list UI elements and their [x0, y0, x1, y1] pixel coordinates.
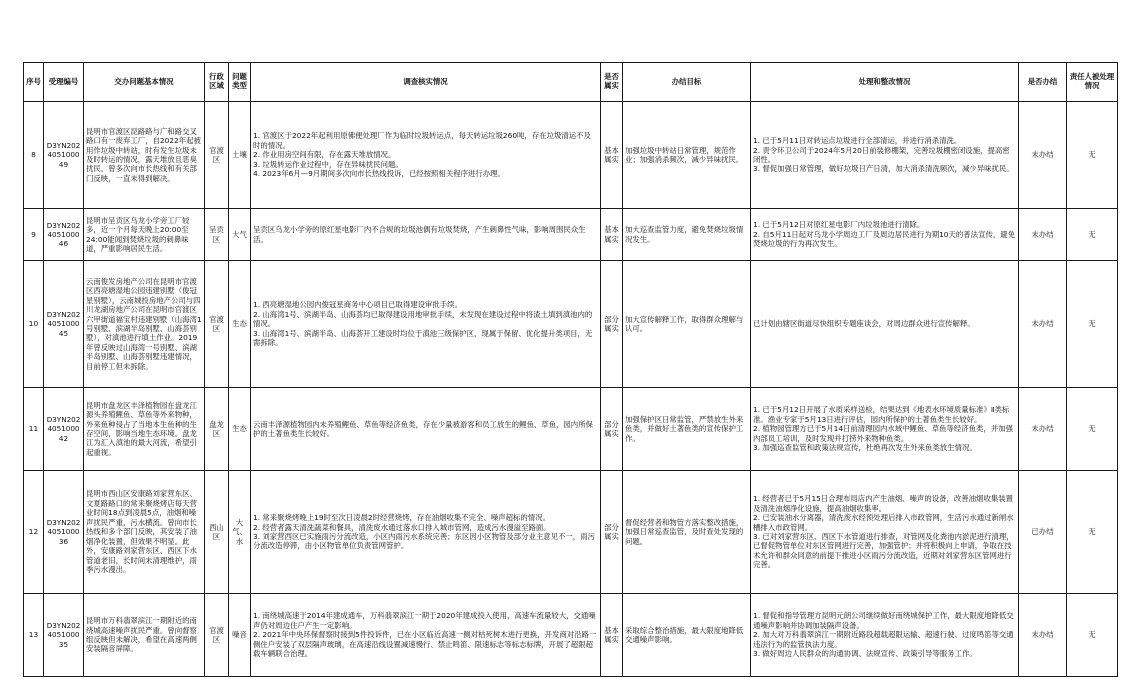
header-cell: 是否属实 [601, 63, 623, 102]
closure-status: 未办结 [1019, 209, 1067, 261]
district: 西山区 [205, 471, 229, 594]
investigation-details: 云南丰泽源植物园内未养殖鲤鱼、草鱼等经济鱼类，存在少量被游客和员工放生的鲤鱼、草鱼，园内所保护的土著鱼类生长较好。 [251, 388, 601, 471]
closure-status: 已办结 [1019, 471, 1067, 594]
handling-details: 1. 已于5月12日对原红星电影厂内垃圾池进行清除。 2. 自5月11日起对乌龙小学周边工厂及周边居民进行为期10天的普法宣传，避免焚烧垃圾的行为再次发生。 [751, 209, 1019, 261]
problem-description: 昆明市万科翡翠滨江一期附近的南绕城高速噪声扰民严重。曾向督察组反映但未解决，希望在高速两侧安装隔音屏障。 [84, 594, 205, 677]
header-cell: 行政区域 [205, 63, 229, 102]
district: 盘龙区 [205, 388, 229, 471]
closure-status: 未办结 [1019, 261, 1067, 388]
problem-type: 生态 [229, 261, 251, 388]
district: 官渡区 [205, 594, 229, 677]
investigation-details: 1. 南绕城高速于2014年建成通车，万科翡翠滨江一期于2020年建成投入使用，高速车流量较大，交通噪声仍对周边住户产生一定影响。 2. 2021年中央环保督察时接到5件投诉件，已在小区临近高速一侧对枯死树木进行更换，开发商对沿路一侧住户安装了双层隔声玻璃，在高速沿线设置减速慢行、禁止鸣笛、限速标志等标志标牌，开展了超限超载车辆联合治理。 [251, 594, 601, 677]
verified-status: 基本属实 [601, 102, 623, 209]
responsible-handling: 无 [1067, 102, 1118, 209]
header-cell: 责任人被处理情况 [1067, 63, 1118, 102]
responsible-handling: 无 [1067, 594, 1118, 677]
header-row [24, 63, 1118, 102]
responsible-handling: 无 [1067, 388, 1118, 471]
verified-status: 部分属实 [601, 388, 623, 471]
closure-status: 未办结 [1019, 594, 1067, 677]
verified-status: 部分属实 [601, 261, 623, 388]
table-row [24, 471, 1118, 594]
row-number: 8 [24, 102, 44, 209]
header-cell: 问题类型 [229, 63, 251, 102]
header-cell: 序号 [24, 63, 44, 102]
header-cell: 受理编号 [44, 63, 84, 102]
problem-type: 大气、水 [229, 471, 251, 594]
case-id: D3YN202405100035 [44, 594, 84, 677]
completion-goal: 督促经营者和物管方落实整改措施，加强日常巡查监管，及时查处发现的问题。 [623, 471, 751, 594]
case-id: D3YN202405100045 [44, 261, 84, 388]
handling-details: 1. 已于5月11日对转运点垃圾进行全部清运，并进行消杀清洗。 2. 责令环卫公司于2024年5月20日前装修棚架，完善垃圾棚密闭设施，提高密闭性。 3. 督促加强日常管理，做好垃圾日产日清，加大消杀清洗频次，减少异味扰民。 [751, 102, 1019, 209]
closure-status: 未办结 [1019, 102, 1067, 209]
problem-type: 大气 [229, 209, 251, 261]
investigation-details: 1. 常来聚烧烤晚上19时至次日凌晨2时经营烧烤，存在油烟收集不完全、噪声超标的情况。 2. 经营者露天清洗蔬菜和餐具，清洗废水通过落水口排入城市管网，造成污水漫溢至路面。 3. 刘家营西区已实施雨污分流改造，小区内雨污水系统完善；东区因小区物管及部分业主意见不一，雨污分流改造停滞，由小区物管单位负责管网管护。 [251, 471, 601, 594]
investigation-details: 1. 官渡区于2022年起利用原佛便处理厂作为临时垃圾转运点，每天转运垃圾260吨，存在垃圾清运不及时的情况。 2. 作业用房空间有限，存在露天堆放情况。 3. 垃圾转运作业过程中，存在异味扰民问题。 4. 2023年6月—9月期间多次向市长热线投诉，已经按照相关程序进行办理。 [251, 102, 601, 209]
verified-status: 基本属实 [601, 594, 623, 677]
completion-goal: 加大宣传解释工作，取得群众理解与认可。 [623, 261, 751, 388]
problem-description: 昆明市呈贡区乌龙小学旁工厂较多，近一个月每天晚上20:00至24:00能闻到焚烧垃圾的刺鼻味道，严重影响居民生活。 [84, 209, 205, 261]
table-row [24, 388, 1118, 471]
header-cell: 处理和整改情况 [751, 63, 1019, 102]
completion-goal: 加强保护区日常监管，严禁放生外来鱼类，并做好土著鱼类的宣传保护工作。 [623, 388, 751, 471]
investigation-details: 呈贡区乌龙小学旁的原红星电影厂内不合规的垃圾池偶有垃圾焚烧，产生刺鼻性气味，影响周围民众生活。 [251, 209, 601, 261]
handling-details: 已计划由辖区街道尽快组织专题座谈会，对周边群众进行宣传解释。 [751, 261, 1019, 388]
investigation-details: 1. 西亮塘湿地公园内俊冠星商务中心项目已取得建设审批手续。 2. 山海湾1号、滨湖半岛、山海荟均已取得建设用地审批手续，未发现在建设过程中将渣土填到滇池内的情况。 3. 山海湾1号、滨湖半岛、山海荟开工建设时均位于滇池三级保护区，现属于保留、优化提升类项目，无需拆除。 [251, 261, 601, 388]
responsible-handling: 无 [1067, 261, 1118, 388]
header-cell: 交办问题基本情况 [84, 63, 205, 102]
row-number: 10 [24, 261, 44, 388]
row-number: 12 [24, 471, 44, 594]
row-number: 9 [24, 209, 44, 261]
district: 官渡区 [205, 102, 229, 209]
header-cell: 是否办结 [1019, 63, 1067, 102]
table-row [24, 261, 1118, 388]
table-row [24, 102, 1118, 209]
district: 官渡区 [205, 261, 229, 388]
header-cell: 办结目标 [623, 63, 751, 102]
closure-status: 未办结 [1019, 388, 1067, 471]
completion-goal: 采取综合整治措施，最大限度地降低交通噪声影响。 [623, 594, 751, 677]
district: 呈贡区 [205, 209, 229, 261]
table-row [24, 594, 1118, 677]
problem-description: 云南俊发房地产公司在昆明市官渡区西亮塘湿地公园违建别墅（俊冠星别墅），云南城投房地产公司与四川龙湖房地产公司在昆明市官渡区六甲街道福宝村违建别墅（山海湾1号别墅、滨湖半岛别墅、山海荟别墅），对滇池进行填土作业。2019年曾反映过山海湾一号别墅、滨湖半岛别墅、山海荟别墅违建情况，目前停工但未拆除。 [84, 261, 205, 388]
handling-details: 1. 督促和指导管理方昆明元朗公司继续做好南绕城保护工作，最大限度地降低交通噪声影响并协调加装隔声设备。 2. 加大对万科翡翠滨江一期附近路段超载超限运输、超速行驶、过度鸣笛等交通违法行为的监管执法力度。 3. 做好周边人民群众的沟通协调、法规宣传、政策引导等服务工作。 [751, 594, 1019, 677]
verified-status: 部分属实 [601, 471, 623, 594]
handling-details: 1. 已于5月12日开展了水质采样送检，结果达到《地表水环境质量标准》Ⅱ类标准。渔业专家于5月13日进行评估，园内所保护的土著鱼类生长较好。 2. 植物园管理方已于5月14日前清理园内水域中鲤鱼、草鱼等经济鱼类，并加强内部员工培训，及时发现并打捞外来物种鱼类。 3. 加强巡查监管和政策法规宣传，杜绝再次发生外来鱼类放生情况。 [751, 388, 1019, 471]
verified-status: 基本属实 [601, 209, 623, 261]
problem-description: 昆明市西山区安康路刘家营东区、文夏路路口的常来聚烧烤店每天营业时间18点到凌晨5点，油烟和噪声扰民严重，污水横流。曾向市长热线和多个部门反映，其安装了油烟净化装置，但效果不明显。此外，安康路刘家营东区、西区下水管道老旧，长时间未清理维护，雨季污水漫出。 [84, 471, 205, 594]
rectification-table [23, 62, 1118, 677]
case-id: D3YN202405100042 [44, 388, 84, 471]
completion-goal: 加大巡查监管力度，避免焚烧垃圾情况发生。 [623, 209, 751, 261]
row-number: 13 [24, 594, 44, 677]
problem-description: 昆明市盘龙区丰泽植物园在盘龙江源头养殖鲤鱼、草鱼等外来物种，外来鱼种侵占了当地本生鱼种的生存空间，影响当地生态环境。盘龙江为汇入滇池的最大河流，希望引起重视。 [84, 388, 205, 471]
case-id: D3YN202405100036 [44, 471, 84, 594]
row-number: 11 [24, 388, 44, 471]
case-id: D3YN202405100049 [44, 102, 84, 209]
problem-type: 生态 [229, 388, 251, 471]
responsible-handling: 无 [1067, 209, 1118, 261]
handling-details: 1. 经营者已于5月15日合理布局店内产生油烟、噪声的设备，改善油烟收集装置及清洗油烟净化设施，提高油烟收集率。 2. 已安装油水分离器，清洗废水经预处理后排入市政管网，生活污水通过新闸水槽排入市政管网。 3. 已对刘家营东区、西区下水管道进行排查，对管网及化粪池内淤泥进行清理，已督促物管单位对东区管网进行完善，加强管护；并将积极向上申请，争取在技术允许和群众同意的前提下推进小区雨污分流改造，近期对刘家营东区管网进行完善。 [751, 471, 1019, 594]
responsible-handling: 无 [1067, 471, 1118, 594]
completion-goal: 加强垃圾中转站日常管理，规范作业；加强消杀频次，减少异味扰民。 [623, 102, 751, 209]
case-id: D3YN202405100046 [44, 209, 84, 261]
problem-description: 昆明市官渡区昆路路与广和路交叉路口有一废弃工厂，自2022年起被用作垃圾中转站，时有发生垃圾未及时转运的情况，露天堆放且恶臭扰民。曾多次向市长热线和有关部门反映，一直未得到解决。 [84, 102, 205, 209]
table-row [24, 209, 1118, 261]
problem-type: 土壤 [229, 102, 251, 209]
header-cell: 调查核实情况 [251, 63, 601, 102]
problem-type: 噪音 [229, 594, 251, 677]
